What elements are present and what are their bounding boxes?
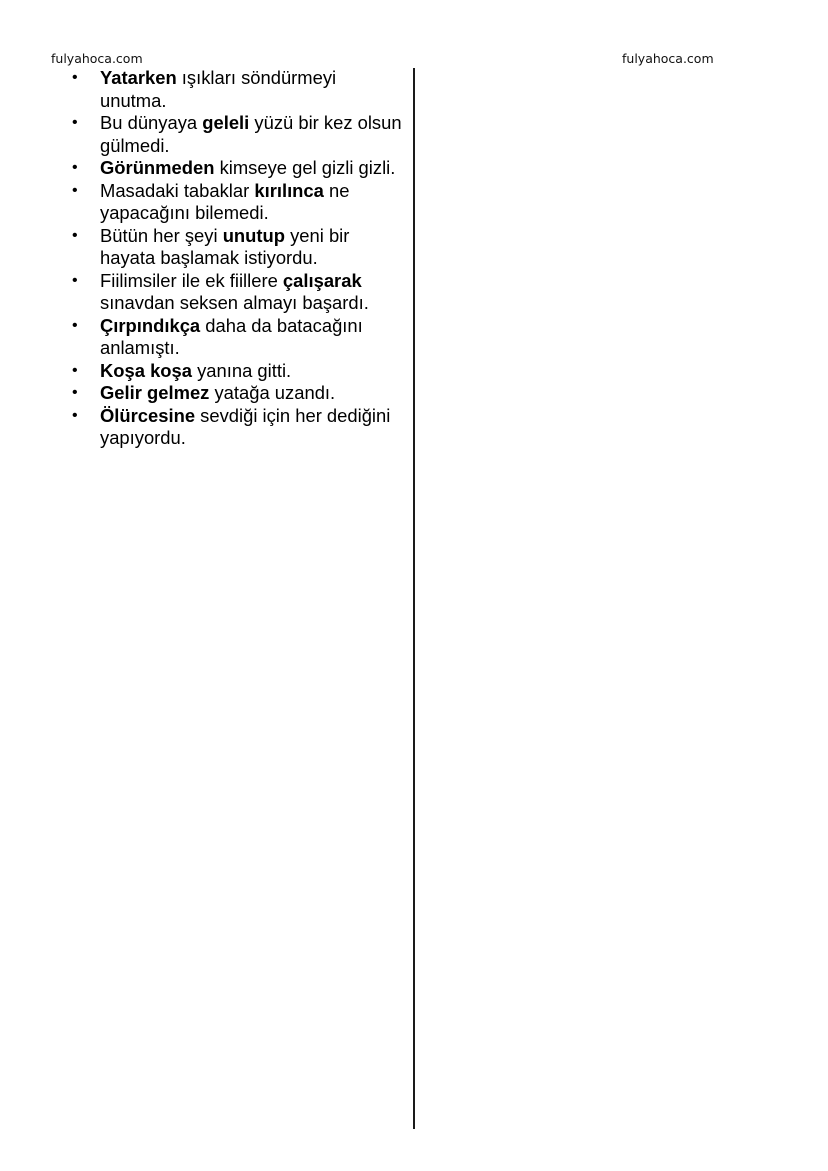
bullet-icon: • bbox=[72, 406, 78, 424]
header-site-left: fulyahoca.com bbox=[51, 51, 143, 66]
header-site-right: fulyahoca.com bbox=[622, 51, 714, 66]
bullet-icon: • bbox=[72, 316, 78, 334]
bullet-icon: • bbox=[72, 226, 78, 244]
highlighted-word: Görünmeden bbox=[100, 157, 215, 178]
highlighted-word: kırılınca bbox=[254, 179, 324, 201]
list-item: • Çırpındıkça daha da batacağını anlamıştı. bbox=[72, 314, 363, 358]
highlighted-word: Gelir gelmez bbox=[100, 382, 210, 403]
list-item: • Masadaki tabaklar kırılınca ne yapacağını bilemedi. bbox=[72, 179, 350, 223]
bullet-icon: • bbox=[72, 114, 78, 131]
list-item: • Bu dünyaya geleli yüzü bir kez olsun gülmedi. bbox=[72, 112, 402, 156]
highlighted-word: çalışarak bbox=[282, 269, 362, 291]
highlighted-word: Yatarken bbox=[100, 67, 177, 88]
list-item: • Ölürcesine sevdiği için her dediğini yapıyordu. bbox=[72, 404, 391, 448]
bullet-icon: • bbox=[72, 384, 78, 401]
highlighted-word: unutup bbox=[222, 224, 285, 246]
list-item: • Fiilimsiler ile ek fiillere çalışarak sınavdan seksen almayı başardı. bbox=[72, 269, 369, 313]
list-item: • Gelir gelmez yatağa uzandı. bbox=[72, 382, 336, 403]
column-divider bbox=[413, 68, 415, 1129]
bullet-icon: • bbox=[72, 181, 78, 199]
bullet-icon: • bbox=[72, 271, 78, 289]
highlighted-word: Koşa koşa bbox=[100, 359, 192, 381]
example-sentence-list bbox=[72, 67, 407, 450]
highlighted-word: Ölürcesine bbox=[100, 404, 196, 426]
highlighted-word: Çırpındıkça bbox=[100, 314, 201, 336]
list-item: • Koşa koşa yanına gitti. bbox=[72, 359, 292, 381]
bullet-icon: • bbox=[72, 159, 78, 176]
bullet-icon: • bbox=[72, 361, 78, 379]
list-item: • Yatarken ışıkları söndürmeyi unutma. bbox=[72, 67, 337, 111]
list-item: • Görünmeden kimseye gel gizli gizli. bbox=[72, 157, 396, 178]
bullet-icon: • bbox=[72, 69, 78, 86]
highlighted-word: geleli bbox=[202, 112, 250, 133]
list-item: • Bütün her şeyi unutup yeni bir hayata başlamak istiyordu. bbox=[72, 224, 350, 268]
